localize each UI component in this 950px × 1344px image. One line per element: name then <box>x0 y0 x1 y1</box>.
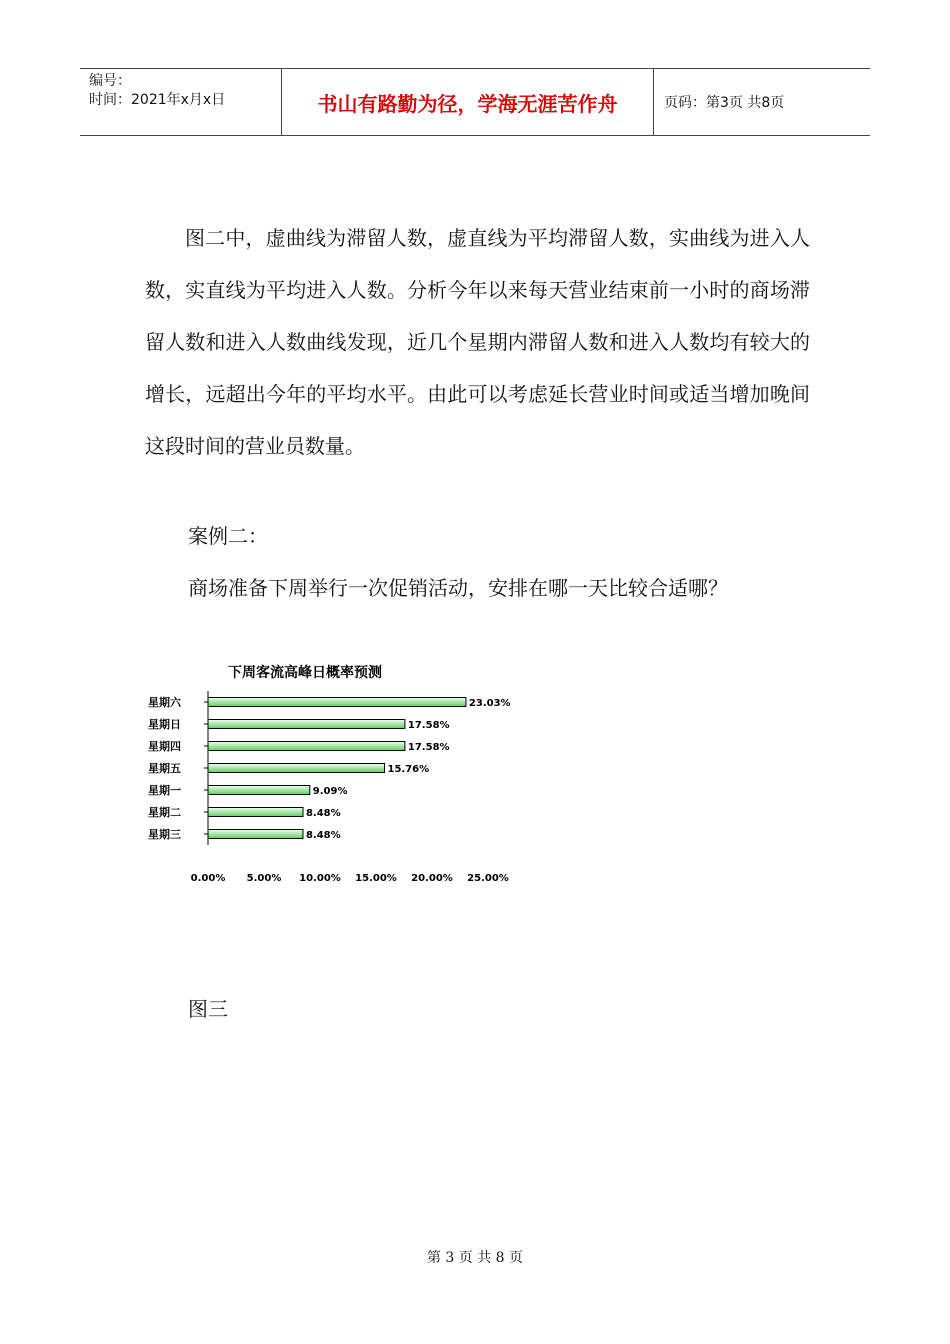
x-tick-label: 25.00% <box>467 873 509 884</box>
header-page-info: 页码：第3页 共8页 <box>664 95 785 111</box>
x-tick-label: 20.00% <box>411 873 453 884</box>
category-label: 星期二 <box>148 806 181 819</box>
page-footer: 第 3 页 共 8 页 <box>426 1250 524 1266</box>
case-label: 案例二： <box>188 524 268 548</box>
page-header <box>80 68 870 136</box>
data-label: 8.48% <box>305 808 341 819</box>
category-label: 星期六 <box>148 696 181 709</box>
bar <box>208 720 405 729</box>
x-tick-label: 10.00% <box>299 873 341 884</box>
header-meta <box>80 69 281 135</box>
bar <box>208 830 303 839</box>
category-label: 星期日 <box>148 718 181 731</box>
header-motto: 书山有路勤为径，学海无涯苦作舟 <box>281 69 654 135</box>
bar <box>208 742 405 751</box>
body-paragraph: 图二中，虚曲线为滞留人数，虚直线为平均滞留人数，实曲线为进入人数，实直线为平均进入人数。分析今年以来每天营业结束前一小时的商场滞留人数和进入人数曲线发现，近几个星期内滞留人数和进入人数均有较大的增长，远超出今年的平均水平。由此可以考虑延长营业时间或适当增加晚间这段时间的营业员数量。 <box>145 226 810 458</box>
category-label: 星期三 <box>148 828 181 841</box>
x-tick-label: 5.00% <box>246 873 282 884</box>
figure-caption: 图三 <box>188 997 228 1021</box>
category-label: 星期四 <box>148 740 181 753</box>
data-label: 17.58% <box>407 742 450 753</box>
x-tick-label: 0.00% <box>190 873 226 884</box>
category-label: 星期五 <box>148 762 181 775</box>
data-label: 9.09% <box>312 786 348 797</box>
header-time-label: 时间：2021年x月x日 <box>89 92 226 108</box>
category-label: 星期一 <box>148 784 181 797</box>
data-label: 17.58% <box>407 720 450 731</box>
bar <box>208 764 385 773</box>
x-tick-label: 15.00% <box>355 873 397 884</box>
bar <box>208 808 303 817</box>
data-label: 23.03% <box>468 698 511 709</box>
case-question: 商场准备下周举行一次促销活动，安排在哪一天比较合适哪？ <box>188 576 728 600</box>
bar-chart <box>140 655 550 885</box>
bar <box>208 698 466 707</box>
header-number-label: 编号： <box>89 73 131 89</box>
bar <box>208 786 310 795</box>
data-label: 8.48% <box>305 830 341 841</box>
data-label: 15.76% <box>387 764 430 775</box>
chart-title: 下周客流高峰日概率预测 <box>228 665 382 681</box>
